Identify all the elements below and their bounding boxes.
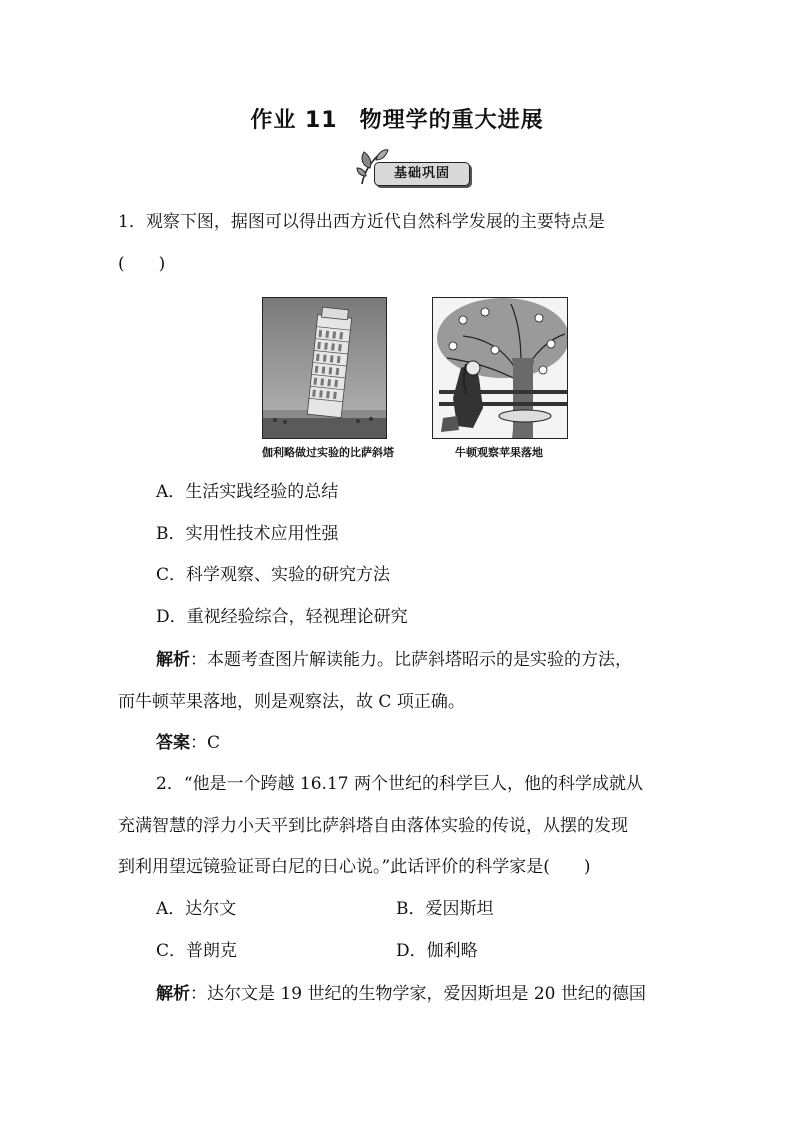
title-topic: 物理学的重大进展 [359, 108, 544, 133]
section-badge [356, 146, 476, 188]
q1-option-b: B．实用性技术应用性强 [156, 524, 339, 544]
page-title [0, 103, 794, 134]
q1-stem-line1: 1．观察下图，据图可以得出西方近代自然科学发展的主要特点是 [118, 212, 605, 232]
section-badge-label: 基础巩固 [393, 166, 450, 181]
q2-analysis-text: ：达尔文是 19 世纪的生物学家，爱因斯坦是 20 世纪的德国 [190, 984, 646, 1004]
q1-option-d: D．重视经验综合，轻视理论研究 [156, 607, 408, 627]
q2-analysis-line1 [156, 982, 724, 1006]
q1-answer [156, 731, 724, 755]
q2-option-a: A．达尔文 [156, 899, 237, 919]
q1-answer-label: 答案 [156, 733, 190, 753]
title-assignment-number: 作业 11 [250, 108, 338, 133]
q2-analysis-label: 解析 [156, 984, 190, 1004]
q1-option-c: C．科学观察、实验的研究方法 [156, 565, 391, 585]
leaning-tower-photo [262, 297, 387, 439]
caption-leaning-tower: 伽利略做过实验的比萨斜塔 [262, 446, 394, 459]
q1-answer-text: ：C [190, 733, 221, 753]
section-badge-box [374, 162, 470, 186]
q2-option-c: C．普朗克 [156, 941, 238, 961]
q1-option-a: A．生活实践经验的总结 [156, 482, 339, 502]
q2-stem-line1: 2．“他是一个跨越 16.17 两个世纪的科学巨人，他的科学成就从 [156, 774, 643, 794]
q1-analysis-text: ：本题考查图片解读能力。比萨斜塔昭示的是实验的方法， [190, 650, 632, 670]
caption-newton: 牛顿观察苹果落地 [455, 446, 543, 459]
newton-apple-illustration [432, 297, 568, 439]
q2-stem-line2: 充满智慧的浮力小天平到比萨斜塔自由落体实验的传说，从摆的发现 [118, 816, 628, 836]
q2-stem-line3: 到利用望远镜验证哥白尼的日心说。”此话评价的科学家是( ) [118, 857, 591, 877]
q1-analysis-line2: 而牛顿苹果落地，则是观察法，故 C 项正确。 [118, 692, 465, 712]
q1-analysis-line1 [156, 648, 724, 672]
q1-analysis-label: 解析 [156, 650, 190, 670]
q1-stem-line2: ( ) [118, 254, 166, 274]
q2-option-d: D．伽利略 [396, 941, 478, 961]
q2-option-b: B．爱因斯坦 [396, 899, 494, 919]
